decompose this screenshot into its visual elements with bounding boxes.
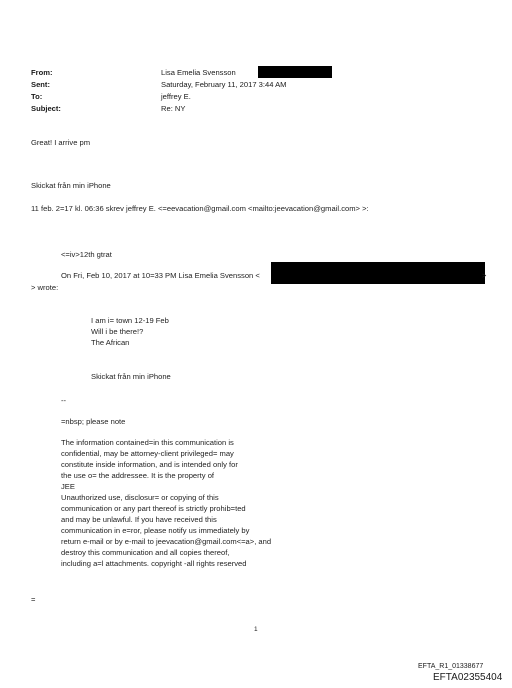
redaction-box xyxy=(271,262,485,284)
disclaimer-line: communication in e=ror, please notify us immediately by xyxy=(61,526,250,535)
disclaimer-line: Unauthorized use, disclosur= or copying of this xyxy=(61,493,219,502)
disclaimer-line: The information contained=in this communication is xyxy=(61,438,234,447)
subject-label: Subject: xyxy=(31,104,61,113)
from-label: From: xyxy=(31,68,53,77)
page-number: 1 xyxy=(254,626,258,633)
bates-number: EFTA_R1_01338677 xyxy=(418,663,484,670)
redaction-box xyxy=(258,66,332,78)
bates-number: EFTA02355404 xyxy=(433,672,503,683)
body-line: Skickat från min iPhone xyxy=(31,181,111,190)
disclaimer-line: return e-mail or by e-mail to jeevacation@gmail.com<=a>, and xyxy=(61,537,272,546)
body-line: On Fri, Feb 10, 2017 at 10=33 PM Lisa Emelia Svensson < xyxy=(61,271,260,280)
body-line: > xyxy=(482,271,487,280)
quote-line: Skickat från min iPhone xyxy=(91,372,171,381)
body-line: 11 feb. 2=17 kl. 06:36 skrev jeffrey E. <=eevacation@gmail.com <mailto:jeevacation@gmail.com> >: xyxy=(31,204,369,213)
quote-line: Will i be there!? xyxy=(91,327,144,336)
sent-label: Sent: xyxy=(31,80,50,89)
body-line: > wrote: xyxy=(31,283,59,292)
subject-value: Re: NY xyxy=(161,104,186,113)
quote-line: The African xyxy=(91,338,130,347)
to-label: To: xyxy=(31,92,43,101)
disclaimer-line: JEE xyxy=(61,482,75,491)
disclaimer-line: including a=l attachments. copyright -all rights reserved xyxy=(61,559,247,568)
disclaimer-line: confidential, may be attorney-client privileged= may xyxy=(61,449,234,458)
from-value: Lisa Emelia Svensson xyxy=(161,68,236,77)
disclaimer-line: and may be unlawful. If you have received this xyxy=(61,515,217,524)
disclaimer-line: constitute inside information, and is intended only for xyxy=(61,460,238,469)
disclaimer-line: communication or any part thereof is strictly prohib=ted xyxy=(61,504,246,513)
body-line: =nbsp; please note xyxy=(61,417,126,426)
disclaimer-line: the use o= the addressee. It is the property of xyxy=(61,471,215,480)
to-value: jeffrey E. xyxy=(161,92,191,101)
signature-dashes: -- xyxy=(61,396,67,405)
quote-line: I am i= town 12-19 Feb xyxy=(91,316,169,325)
equals-sign: = xyxy=(31,595,36,604)
body-line: Great! I arrive pm xyxy=(31,138,91,147)
sent-value: Saturday, February 11, 2017 3:44 AM xyxy=(161,80,287,89)
disclaimer-line: destroy this communication and all copies thereof, xyxy=(61,548,230,557)
body-line: <=iv>12th gtrat xyxy=(61,250,112,259)
